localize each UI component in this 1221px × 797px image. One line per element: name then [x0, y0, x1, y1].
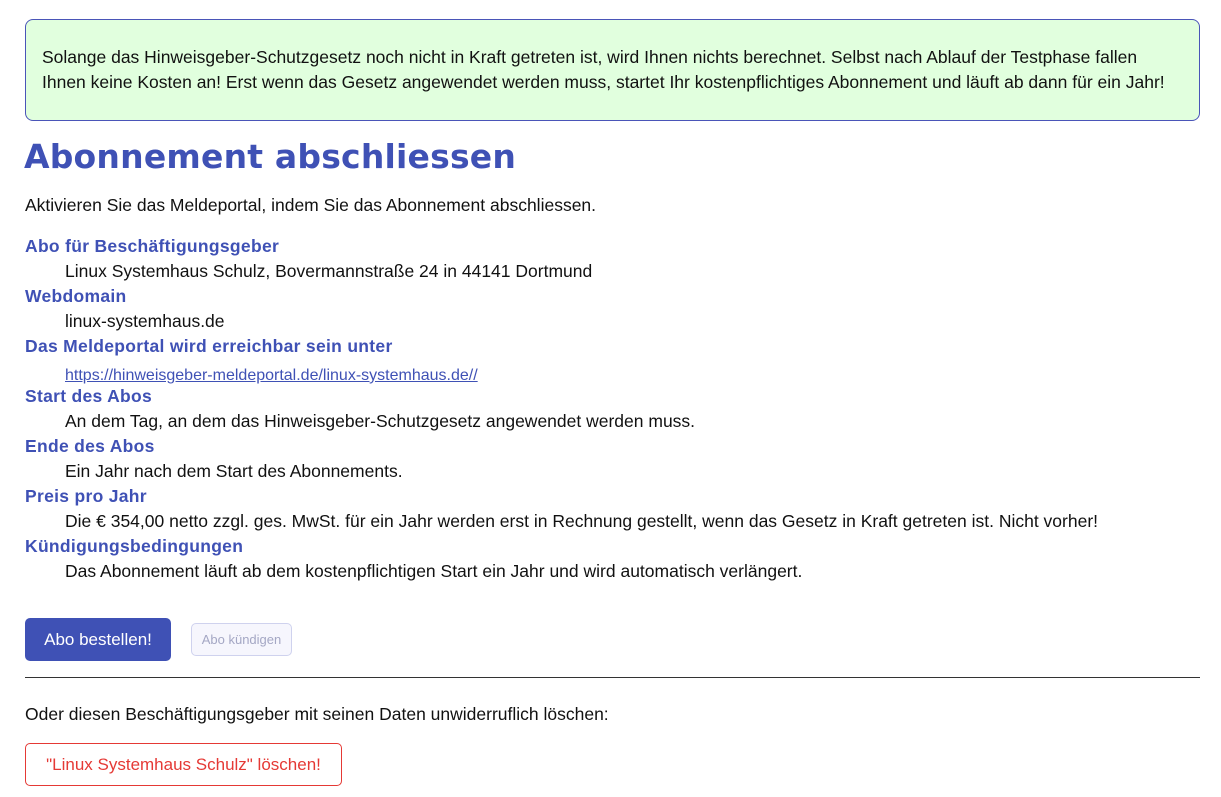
- end-label: Ende des Abos: [25, 436, 155, 456]
- intro-text: Aktivieren Sie das Meldeportal, indem Sie das Abonnement abschliessen.: [25, 195, 597, 215]
- portal-url-row: [65, 359, 1200, 387]
- delete-instruction-text: Oder diesen Beschäftigungsgeber mit seinen Daten unwiderruflich löschen:: [25, 704, 609, 724]
- employer-value: Linux Systemhaus Schulz, Bovermannstraße 24 in 44141 Dortmund: [65, 261, 593, 281]
- notice-text: Solange das Hinweisgeber-Schutzgesetz noch nicht in Kraft getreten ist, wird Ihnen nichts berechnet. Selbst nach Ablauf der Testphase fallen Ihnen keine Kosten an! Erst wenn das Gesetz angewendet werden muss, startet Ihr kostenpflichtiges Abonnement und läuft ab dann für ein Jahr!: [42, 47, 1165, 92]
- domain-label: Webdomain: [25, 286, 127, 306]
- start-value: An dem Tag, an dem das Hinweisgeber-Schutzgesetz angewendet werden muss.: [65, 411, 696, 431]
- cancel-subscription-button[interactable]: Abo kündigen: [191, 623, 292, 656]
- section-divider: [25, 677, 1200, 678]
- terms-label: Kündigungsbedingungen: [25, 536, 244, 556]
- subscription-details: [25, 234, 1200, 584]
- terms-value: Das Abonnement läuft ab dem kostenpflichtigen Start ein Jahr und wird automatisch verlängert.: [65, 561, 803, 581]
- info-notice: [25, 19, 1200, 121]
- portal-label: Das Meldeportal wird erreichbar sein unter: [25, 336, 393, 356]
- price-label: Preis pro Jahr: [25, 486, 147, 506]
- delete-employer-button[interactable]: "Linux Systemhaus Schulz" löschen!: [25, 743, 342, 786]
- start-label: Start des Abos: [25, 386, 153, 406]
- end-value: Ein Jahr nach dem Start des Abonnements.: [65, 461, 403, 481]
- portal-url-link[interactable]: https://hinweisgeber-meldeportal.de/linux-systemhaus.de//: [65, 367, 478, 384]
- order-subscription-button[interactable]: Abo bestellen!: [25, 618, 171, 661]
- price-value: Die € 354,00 netto zzgl. ges. MwSt. für ein Jahr werden erst in Rechnung gestellt, wenn das Gesetz in Kraft getreten ist. Nicht vorher!: [65, 511, 1099, 531]
- page-title: Abonnement abschliessen: [24, 137, 517, 176]
- domain-value: linux-systemhaus.de: [65, 311, 225, 331]
- employer-label: Abo für Beschäftigungsgeber: [25, 236, 280, 256]
